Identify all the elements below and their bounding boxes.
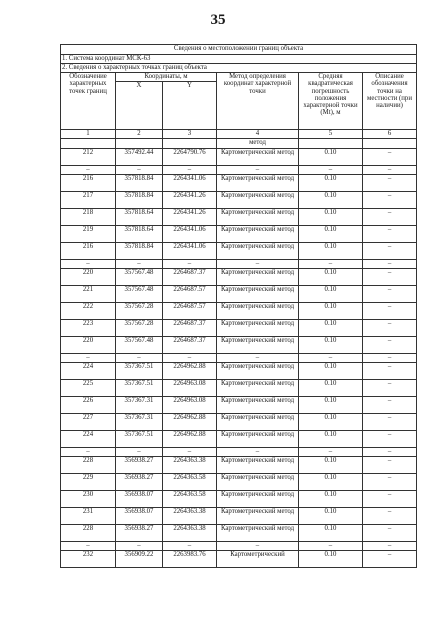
y-coordinate-cell: 2264363.58 <box>163 474 217 491</box>
error-cell: 0.10 <box>299 525 363 542</box>
dash-cell: – <box>299 166 363 175</box>
separator-row <box>61 542 417 551</box>
dash-cell: – <box>61 166 116 175</box>
method-cell: Картометрический метод <box>217 209 299 226</box>
point-number-cell: 216 <box>61 175 116 192</box>
error-cell: 0.10 <box>299 226 363 243</box>
x-coordinate-cell: 357818.84 <box>116 243 163 260</box>
error-cell: 0.10 <box>299 551 363 568</box>
description-cell: – <box>363 397 417 414</box>
dash-cell: – <box>163 354 217 363</box>
x-coordinate-cell: 357367.31 <box>116 414 163 431</box>
dash-cell: – <box>363 448 417 457</box>
dash-cell: – <box>61 354 116 363</box>
description-cell: – <box>363 508 417 525</box>
table-row <box>61 474 417 491</box>
point-number-cell: 223 <box>61 320 116 337</box>
dash-cell: – <box>61 448 116 457</box>
boundary-points-table <box>60 44 417 568</box>
dash-cell: – <box>116 260 163 269</box>
continuation-method: метод <box>217 139 299 149</box>
dash-cell: – <box>217 448 299 457</box>
method-cell: Картометрический метод <box>217 149 299 166</box>
y-coordinate-cell: 2264687.57 <box>163 286 217 303</box>
y-coordinate-cell: 2264363.38 <box>163 525 217 542</box>
point-number-cell: 224 <box>61 431 116 448</box>
continuation-row <box>61 139 417 149</box>
column-number: 4 <box>217 130 299 139</box>
table-row <box>61 320 417 337</box>
method-cell: Картометрический метод <box>217 243 299 260</box>
column-number: 1 <box>61 130 116 139</box>
separator-row <box>61 166 417 175</box>
table-row <box>61 457 417 474</box>
y-coordinate-cell: 2264363.38 <box>163 508 217 525</box>
empty-cell <box>116 139 163 149</box>
error-cell: 0.10 <box>299 397 363 414</box>
method-cell: Картометрический метод <box>217 457 299 474</box>
method-cell: Картометрический метод <box>217 414 299 431</box>
y-coordinate-cell: 2263983.76 <box>163 551 217 568</box>
description-cell: – <box>363 243 417 260</box>
empty-cell <box>363 139 417 149</box>
table-row <box>61 414 417 431</box>
dash-cell: – <box>61 260 116 269</box>
description-cell: – <box>363 414 417 431</box>
table-row <box>61 192 417 209</box>
point-number-cell: 228 <box>61 525 116 542</box>
dash-cell: – <box>217 166 299 175</box>
x-coordinate-cell: 357367.51 <box>116 363 163 380</box>
error-cell: 0.10 <box>299 243 363 260</box>
point-number-cell: 217 <box>61 192 116 209</box>
table-row <box>61 337 417 354</box>
y-coordinate-cell: 2264341.06 <box>163 243 217 260</box>
method-cell: Картометрический метод <box>217 508 299 525</box>
error-cell: 0.10 <box>299 303 363 320</box>
description-cell: – <box>363 474 417 491</box>
x-coordinate-cell: 357818.64 <box>116 226 163 243</box>
header-description: Описание обозначения точки на местности (при наличии) <box>363 73 417 130</box>
method-cell: Картометрический метод <box>217 303 299 320</box>
dash-cell: – <box>217 260 299 269</box>
table-row <box>61 431 417 448</box>
dash-cell: – <box>299 542 363 551</box>
dash-cell: – <box>363 260 417 269</box>
dash-cell: – <box>363 166 417 175</box>
column-number-row <box>61 130 417 139</box>
y-coordinate-cell: 2264687.37 <box>163 337 217 354</box>
header-error: Средняя квадратическая погрешность положения характерной точки (Mt), м <box>299 73 363 130</box>
separator-row <box>61 354 417 363</box>
error-cell: 0.10 <box>299 431 363 448</box>
y-coordinate-cell: 2264341.06 <box>163 175 217 192</box>
x-coordinate-cell: 357567.28 <box>116 320 163 337</box>
error-cell: 0.10 <box>299 269 363 286</box>
x-coordinate-cell: 357818.84 <box>116 192 163 209</box>
x-coordinate-cell: 357567.28 <box>116 303 163 320</box>
y-coordinate-cell: 2264687.57 <box>163 303 217 320</box>
table-row <box>61 397 417 414</box>
empty-cell <box>163 139 217 149</box>
method-cell: Картометрический метод <box>217 474 299 491</box>
dash-cell: – <box>163 542 217 551</box>
separator-row <box>61 260 417 269</box>
method-cell: Картометрический метод <box>217 431 299 448</box>
y-coordinate-cell: 2264963.08 <box>163 397 217 414</box>
point-number-cell: 220 <box>61 337 116 354</box>
error-cell: 0.10 <box>299 491 363 508</box>
error-cell: 0.10 <box>299 320 363 337</box>
description-cell: – <box>363 363 417 380</box>
description-cell: – <box>363 525 417 542</box>
table-row <box>61 226 417 243</box>
y-coordinate-cell: 2264962.88 <box>163 414 217 431</box>
method-cell: Картометрический метод <box>217 397 299 414</box>
y-coordinate-cell: 2264687.37 <box>163 269 217 286</box>
description-cell: – <box>363 337 417 354</box>
error-cell: 0.10 <box>299 175 363 192</box>
separator-row <box>61 448 417 457</box>
header-x: X <box>116 82 163 130</box>
method-cell: Картометрический метод <box>217 363 299 380</box>
x-coordinate-cell: 356938.07 <box>116 508 163 525</box>
dash-cell: – <box>299 354 363 363</box>
description-cell: – <box>363 149 417 166</box>
dash-cell: – <box>299 260 363 269</box>
error-cell: 0.10 <box>299 457 363 474</box>
table-row <box>61 363 417 380</box>
method-cell: Картометрический метод <box>217 380 299 397</box>
dash-cell: – <box>299 448 363 457</box>
table-row <box>61 209 417 226</box>
point-number-cell: 229 <box>61 474 116 491</box>
table-row <box>61 175 417 192</box>
x-coordinate-cell: 356938.07 <box>116 491 163 508</box>
dash-cell: – <box>163 260 217 269</box>
x-coordinate-cell: 356909.22 <box>116 551 163 568</box>
point-number-cell: 228 <box>61 457 116 474</box>
y-coordinate-cell: 2264341.06 <box>163 226 217 243</box>
error-cell: 0.10 <box>299 380 363 397</box>
x-coordinate-cell: 357367.51 <box>116 380 163 397</box>
dash-cell: – <box>217 354 299 363</box>
dash-cell: – <box>363 542 417 551</box>
point-number-cell: 218 <box>61 209 116 226</box>
table-title: Сведения о местоположении границ объекта <box>61 45 417 55</box>
dash-cell: – <box>116 354 163 363</box>
point-number-cell: 225 <box>61 380 116 397</box>
error-cell: 0.10 <box>299 363 363 380</box>
x-coordinate-cell: 357367.51 <box>116 431 163 448</box>
column-number: 2 <box>116 130 163 139</box>
y-coordinate-cell: 2264963.08 <box>163 380 217 397</box>
error-cell: 0.10 <box>299 192 363 209</box>
error-cell: 0.10 <box>299 474 363 491</box>
error-cell: 0.10 <box>299 286 363 303</box>
point-number-cell: 226 <box>61 397 116 414</box>
table-row <box>61 269 417 286</box>
dash-cell: – <box>116 448 163 457</box>
empty-cell <box>61 139 116 149</box>
header-coordinates: Координаты, м <box>116 73 217 82</box>
method-cell: Картометрический метод <box>217 491 299 508</box>
dash-cell: – <box>163 166 217 175</box>
x-coordinate-cell: 357492.44 <box>116 149 163 166</box>
point-number-cell: 220 <box>61 269 116 286</box>
error-cell: 0.10 <box>299 414 363 431</box>
column-number: 6 <box>363 130 417 139</box>
y-coordinate-cell: 2264341.26 <box>163 192 217 209</box>
x-coordinate-cell: 356938.27 <box>116 457 163 474</box>
empty-cell <box>299 139 363 149</box>
x-coordinate-cell: 356938.27 <box>116 525 163 542</box>
method-cell: Картометрический метод <box>217 525 299 542</box>
point-number-cell: 216 <box>61 243 116 260</box>
method-cell: Картометрический метод <box>217 192 299 209</box>
x-coordinate-cell: 357367.31 <box>116 397 163 414</box>
x-coordinate-cell: 357567.48 <box>116 286 163 303</box>
description-cell: – <box>363 380 417 397</box>
table-row <box>61 380 417 397</box>
header-method: Метод определения координат характерной точки <box>217 73 299 130</box>
method-cell: Картометрический метод <box>217 175 299 192</box>
point-number-cell: 219 <box>61 226 116 243</box>
table-row <box>61 508 417 525</box>
table-row <box>61 149 417 166</box>
x-coordinate-cell: 357818.84 <box>116 175 163 192</box>
x-coordinate-cell: 357818.64 <box>116 209 163 226</box>
column-number: 5 <box>299 130 363 139</box>
x-coordinate-cell: 356938.27 <box>116 474 163 491</box>
table-row <box>61 286 417 303</box>
point-number-cell: 232 <box>61 551 116 568</box>
description-cell: – <box>363 551 417 568</box>
y-coordinate-cell: 2264341.26 <box>163 209 217 226</box>
y-coordinate-cell: 2264962.88 <box>163 431 217 448</box>
table-row <box>61 243 417 260</box>
description-cell: – <box>363 286 417 303</box>
method-cell: Картометрический метод <box>217 337 299 354</box>
table-row <box>61 303 417 320</box>
x-coordinate-cell: 357567.48 <box>116 337 163 354</box>
x-coordinate-cell: 357567.48 <box>116 269 163 286</box>
y-coordinate-cell: 2264363.58 <box>163 491 217 508</box>
method-cell: Картометрический <box>217 551 299 568</box>
point-number-cell: 230 <box>61 491 116 508</box>
column-number: 3 <box>163 130 217 139</box>
description-cell: – <box>363 303 417 320</box>
header-point-designation: Обозначение характерных точек границ <box>61 73 116 130</box>
description-cell: – <box>363 175 417 192</box>
table-row <box>61 551 417 568</box>
points-section-line: 2. Сведения о характерных точках границ объекта <box>61 64 417 73</box>
page-number: 35 <box>210 12 226 28</box>
description-cell: – <box>363 226 417 243</box>
method-cell: Картометрический метод <box>217 269 299 286</box>
method-cell: Картометрический метод <box>217 286 299 303</box>
error-cell: 0.10 <box>299 149 363 166</box>
method-cell: Картометрический метод <box>217 320 299 337</box>
table-row <box>61 491 417 508</box>
dash-cell: – <box>163 448 217 457</box>
error-cell: 0.10 <box>299 508 363 525</box>
point-number-cell: 224 <box>61 363 116 380</box>
dash-cell: – <box>61 542 116 551</box>
error-cell: 0.10 <box>299 337 363 354</box>
description-cell: – <box>363 192 417 209</box>
y-coordinate-cell: 2264962.88 <box>163 363 217 380</box>
coordinate-system-line: 1. Система координат МСК-63 <box>61 55 417 64</box>
error-cell: 0.10 <box>299 209 363 226</box>
point-number-cell: 231 <box>61 508 116 525</box>
description-cell: – <box>363 269 417 286</box>
method-cell: Картометрический метод <box>217 226 299 243</box>
description-cell: – <box>363 491 417 508</box>
y-coordinate-cell: 2264687.37 <box>163 320 217 337</box>
dash-cell: – <box>116 542 163 551</box>
header-y: Y <box>163 82 217 130</box>
y-coordinate-cell: 2264363.38 <box>163 457 217 474</box>
description-cell: – <box>363 457 417 474</box>
y-coordinate-cell: 2264790.76 <box>163 149 217 166</box>
dash-cell: – <box>217 542 299 551</box>
description-cell: – <box>363 320 417 337</box>
point-number-cell: 227 <box>61 414 116 431</box>
point-number-cell: 212 <box>61 149 116 166</box>
dash-cell: – <box>116 166 163 175</box>
point-number-cell: 221 <box>61 286 116 303</box>
description-cell: – <box>363 431 417 448</box>
description-cell: – <box>363 209 417 226</box>
dash-cell: – <box>363 354 417 363</box>
table-row <box>61 525 417 542</box>
point-number-cell: 222 <box>61 303 116 320</box>
